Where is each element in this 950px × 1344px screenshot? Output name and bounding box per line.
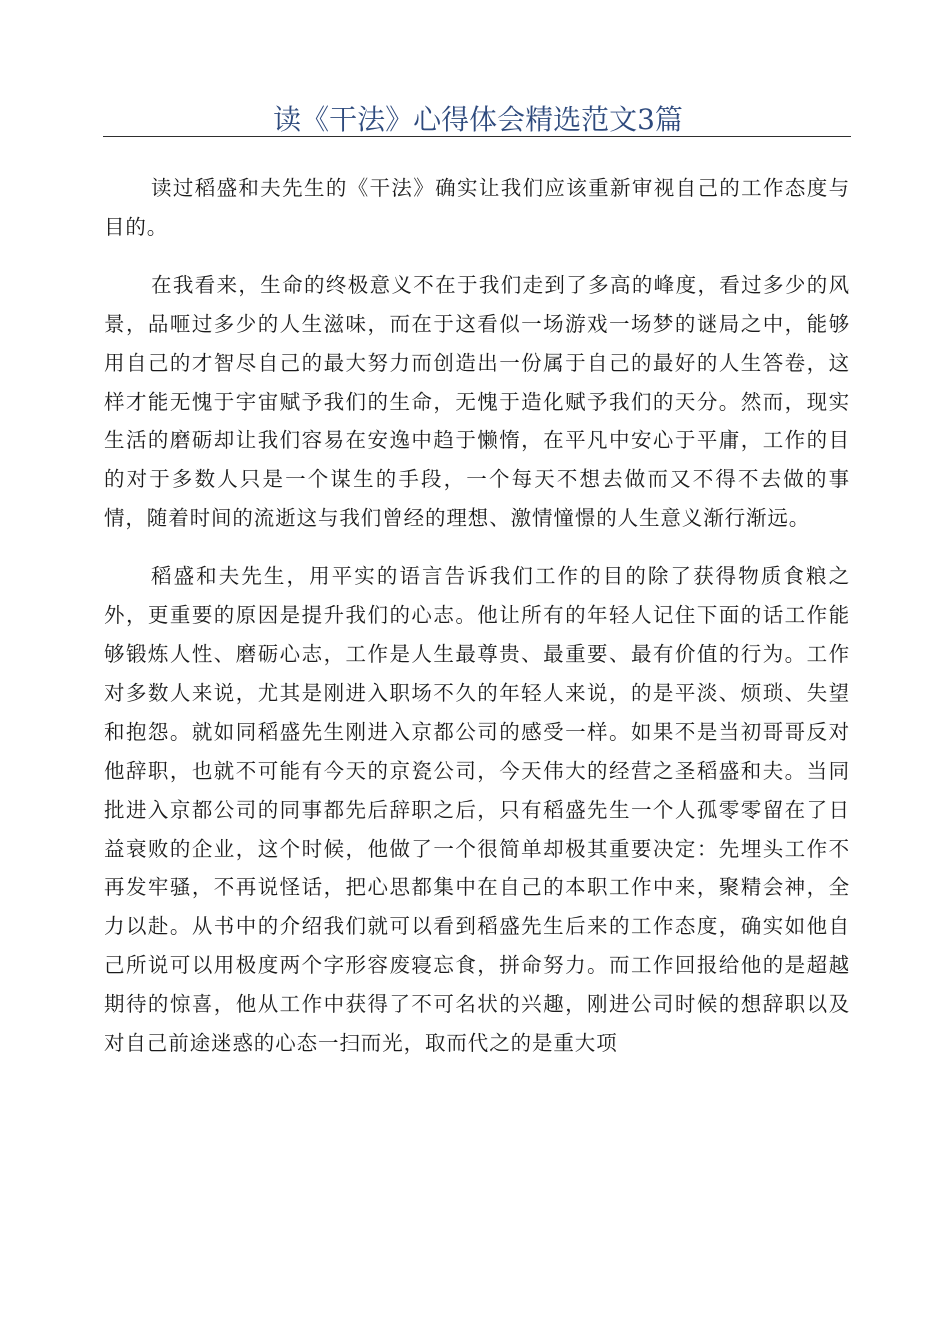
document-body bbox=[104, 169, 850, 1082]
paragraph-1: 读过稻盛和夫先生的《干法》确实让我们应该重新审视自己的工作态度与目的。 bbox=[104, 176, 850, 239]
title-underline bbox=[103, 136, 851, 137]
paragraph-3: 稻盛和夫先生，用平实的语言告诉我们工作的目的除了获得物质食粮之外，更重要的原因是提升我们的心志。他让所有的年轻人记住下面的话工作能够锻炼人性、磨砺心志，工作是人生最尊贵、最重要、最有价值的行为。工作对多数人来说，尤其是刚进入职场不久的年轻人来说，的是平淡、烦琐、失望和抱怨。就如同稻盛先生刚进入京都公司的感受一样。如果不是当初哥哥反对他辞职，也就不可能有今天的京瓷公司，今天伟大的经营之圣稻盛和夫。当同批进入京都公司的同事都先后辞职之后，只有稻盛先生一个人孤零零留在了日益衰败的企业，这个时候，他做了一个很简单却极其重要决定：先埋头工作不再发牢骚，不再说怪话，把心思都集中在自己的本职工作中来，聚精会神，全力以赴。从书中的介绍我们就可以看到稻盛先生后来的工作态度，确实如他自己所说可以用极度两个字形容废寝忘食，拼命努力。而工作回报给他的是超越期待的惊喜，他从工作中获得了不可名状的兴趣，刚进公司时候的想辞职以及对自己前途迷惑的心态一扫而光，取而代之的是重大项 bbox=[104, 564, 850, 1056]
document-title: 读《干法》心得体会精选范文3篇 bbox=[273, 103, 683, 136]
paragraph-2: 在我看来，生命的终极意义不在于我们走到了多高的峰度，看过多少的风景，品咂过多少的人生滋味，而在于这看似一场游戏一场梦的谜局之中，能够用自己的才智尽自己的最大努力而创造出一份属于自己的最好的人生答卷，这样才能无愧于宇宙赋予我们的生命，无愧于造化赋予我们的天分。然而，现实生活的磨砺却让我们容易在安逸中趋于懒惰，在平凡中安心于平庸，工作的目的对于多数人只是一个谋生的手段，一个每天不想去做而又不得不去做的事情，随着时间的流逝这与我们曾经的理想、激情憧憬的人生意义渐行渐远。 bbox=[104, 272, 850, 531]
